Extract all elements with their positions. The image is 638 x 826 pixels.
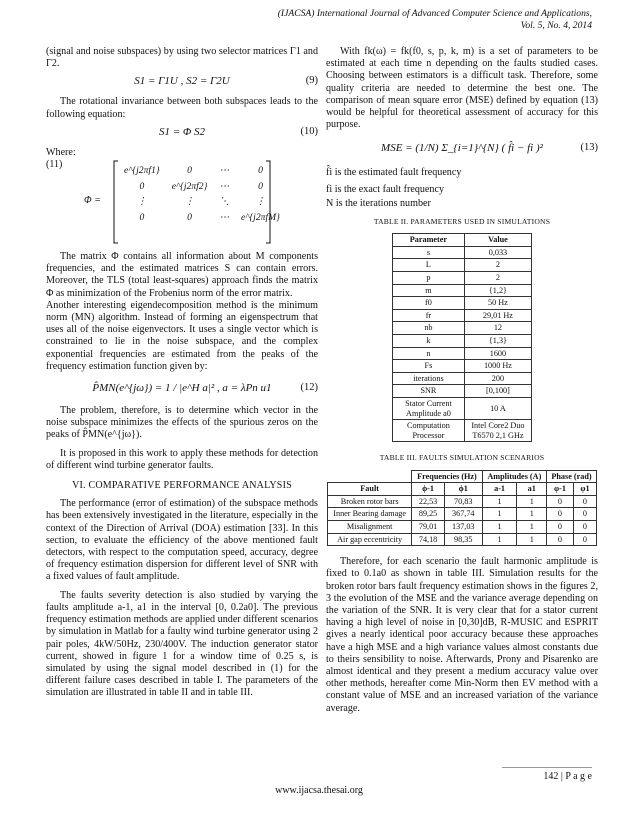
table-header-cell: Parameter <box>393 234 465 247</box>
matrix-cell: e^{j2πf2} <box>171 180 208 192</box>
equation-13 <box>326 131 598 167</box>
equation-body: P̂MN(e^{jω}) = 1 / |e^H a|² , a = λPn u1 <box>92 382 272 395</box>
footer-url: www.ijacsa.thesai.org <box>275 785 363 796</box>
paragraph: Another interesting eigendecomposition method is the minimum norm (MN) algorithm. Instead of forming an eigenspectrum that uses all of the noise eigenvectors. It uses a single vector which is constrained to lie in the noise subspace, and the complex exponential frequencies are estimated from the peaks of the frequency estimation function given by: <box>46 299 318 372</box>
equation-number: (13) <box>580 142 598 154</box>
matrix-cell: e^{j2πfM} <box>241 211 280 223</box>
table-header-cell: a-1 <box>482 483 517 496</box>
table-row <box>393 397 532 419</box>
equation-lhs: Φ = <box>84 195 101 207</box>
matrix-row <box>118 210 286 226</box>
matrix-grid <box>118 163 286 225</box>
table-cell: Misalignment <box>328 520 412 533</box>
right-column <box>326 46 598 715</box>
table-cell: 0 <box>547 508 574 521</box>
table-cell: Computation Processor <box>393 420 465 442</box>
table-cell: L <box>393 259 465 272</box>
matrix-cell: 0 <box>139 211 145 223</box>
table-cell: Intel Core2 Duo T6570 2,1 GHz <box>464 420 531 442</box>
table-cell: p <box>393 272 465 285</box>
paragraph: The matrix Φ contains all information about M components frequencies, and the estimated matrices S can contain errors. Moreover, the TLS (total least-squares) approach finds the matrix Φ as minimization of the Frobenius norm of the error matrix. <box>46 251 318 299</box>
matrix-cell: e^{j2πf1} <box>124 165 160 177</box>
table-cell: Air gap eccentricity <box>328 533 412 546</box>
left-column <box>46 46 318 700</box>
matrix-cell: ⋮ <box>184 196 195 208</box>
paragraph: The faults severity detection is also studied by varying the faults amplitude a-1, a1 in the interval [0, 0.2a0]. The previous frequency estimation methods are applied under different scenarios by simulation in Matlab for a faulty wind turbine generator using 2 pair poles, 4kW/50Hz, 230/400V. The induction generator stator current, showed in figure 1 for a window time of 0.25 s, is simulated by using the signal model described in (1) for the different failure cases described in table I. The parameters of the simulation are illustrated in table II and in table III. <box>46 589 318 699</box>
table-3-caption: TABLE III. FAULTS SIMULATION SCENARIOS <box>379 453 545 463</box>
matrix-cell: ⋯ <box>219 165 230 177</box>
paragraph: The problem, therefore, is to determine which vector in the noise subspace minimizes the effects of the spurious zeros on the peaks of P̂MN(e^{jω}). <box>46 405 318 441</box>
table-cell: 200 <box>464 372 531 385</box>
table-cell: {1,3} <box>464 334 531 347</box>
table-cell: 1 <box>482 520 517 533</box>
equation-number: (12) <box>300 382 318 394</box>
table-cell: 98,35 <box>444 533 482 546</box>
table-cell: 74,18 <box>412 533 445 546</box>
table-row <box>393 309 532 322</box>
table-header-cell: φ-1 <box>547 483 574 496</box>
running-header <box>278 8 592 31</box>
table-header-cell: Fault <box>328 483 412 496</box>
table-header-cell: Amplitudes (A) <box>482 470 546 483</box>
table-header-cell: φ1 <box>573 483 596 496</box>
matrix-row <box>118 163 286 179</box>
table-row <box>393 334 532 347</box>
table-cell: 1 <box>517 520 547 533</box>
section-heading: VI. COMPARATIVE PERFORMANCE ANALYSIS <box>72 480 292 492</box>
table-cell: 89,25 <box>412 508 445 521</box>
matrix-row <box>118 194 286 210</box>
table-row <box>393 297 532 310</box>
table-cell: 1 <box>517 495 547 508</box>
table-cell: 50 Hz <box>464 297 531 310</box>
table-cell: k <box>393 334 465 347</box>
table-cell: 79,01 <box>412 520 445 533</box>
matrix-cell: ⋯ <box>219 211 230 223</box>
matrix-cell: 0 <box>258 165 263 177</box>
table-cell: 70,83 <box>444 495 482 508</box>
table-cell: 137,03 <box>444 520 482 533</box>
table-cell: 0 <box>547 533 574 546</box>
table-cell: 29,01 Hz <box>464 309 531 322</box>
table-row <box>328 508 597 521</box>
table-cell: fr <box>393 309 465 322</box>
paragraph: Therefore, for each scenario the fault harmonic amplitude is fixed to 0.1a0 as shown in table III. Simulation results for the broken rotor bars fault frequency estimation shows in the figures 2, 3 the evolution of the MSE and the variance average depending on the variation of the SNR. It is very clear that for a stator current having a high level of noise in [0,30]dB, R-MUSIC and ESPRIT gives a nearly identical poor accuracy because these approaches have a high MSE and a high variance values almost constants due to theirs sensibility to noise. Afterwards, Prony and Pisarenko are almost identical and they present a medium accuracy value over other methods, hereafter come Min-Norm then EV method with a constant value of MSE and an increased variation of the variance average. <box>326 556 598 714</box>
table-cell: 12 <box>464 322 531 335</box>
table-group-header-row <box>328 470 597 483</box>
paragraph: It is proposed in this work to apply these methods for detection of different wind turbine generator faults. <box>46 447 318 471</box>
table-row <box>328 533 597 546</box>
equation-number: (9) <box>305 75 318 87</box>
page-number: 142 | P a g e <box>543 771 592 782</box>
table-cell: s <box>393 246 465 259</box>
table-cell: 1 <box>482 508 517 521</box>
table-cell: Inner Bearing damage <box>328 508 412 521</box>
table-header-row <box>393 234 532 247</box>
page-number-rule <box>502 767 592 768</box>
table-header-cell: Frequencies (Hz) <box>412 470 482 483</box>
table-cell: iterations <box>393 372 465 385</box>
table-header-cell: Value <box>464 234 531 247</box>
journal-volume: Vol. 5, No. 4, 2014 <box>520 19 592 31</box>
paragraph: The rotational invariance between both subspaces leads to the following equation: <box>46 96 318 120</box>
equation-body: S1 = Γ1U , S2 = Γ2U <box>134 75 230 88</box>
table-cell: 22,53 <box>412 495 445 508</box>
matrix-cell: ⋯ <box>219 180 230 192</box>
table-cell: [0,100] <box>464 385 531 398</box>
table-cell: 367,74 <box>444 508 482 521</box>
table-cell: {1,2} <box>464 284 531 297</box>
matrix-cell: ⋱ <box>219 196 230 208</box>
matrix-cell: 0 <box>139 180 145 192</box>
table-cell: 0 <box>573 533 596 546</box>
table-cell: 2 <box>464 272 531 285</box>
table-cell: 1 <box>517 508 547 521</box>
definition-line: N is the iterations number <box>326 197 431 209</box>
table-cell: 0 <box>547 520 574 533</box>
equation-11 <box>46 159 318 247</box>
table-row <box>393 272 532 285</box>
definition-line: fi is the exact fault frequency <box>326 183 444 195</box>
table-cell: 0 <box>573 508 596 521</box>
table-cell: 1 <box>482 533 517 546</box>
table-cell: Fs <box>393 360 465 373</box>
equation-body: MSE = (1/N) Σ_{i=1}^{N} ( f̂i − fi )² <box>381 142 543 155</box>
table-cell: 1 <box>517 533 547 546</box>
table-row <box>328 495 597 508</box>
table-row <box>393 246 532 259</box>
table-cell: 2 <box>464 259 531 272</box>
table-header-cell: ϕ1 <box>444 483 482 496</box>
table-header-row <box>328 483 597 496</box>
table-cell: Broken rotor bars <box>328 495 412 508</box>
table-header-cell: ϕ-1 <box>412 483 445 496</box>
equation-12 <box>46 373 318 405</box>
table-cell: nb <box>393 322 465 335</box>
table-row <box>393 420 532 442</box>
matrix-cell: ⋮ <box>255 196 266 208</box>
table-2 <box>392 233 532 442</box>
matrix-cell: 0 <box>187 165 192 177</box>
table-row <box>393 360 532 373</box>
table-cell: Stator Current Amplitude a0 <box>393 397 465 419</box>
matrix-cell: 0 <box>187 211 192 223</box>
table-header-cell: Phase (rad) <box>547 470 597 483</box>
paragraph: With fk(ω) = fk(f0, s, p, k, m) is a set of parameters to be estimated at each time n depending on the faults studied cases. Choosing between estimators is a difficult task. Therefore, some quality criteria are needed to determine the best one. The comparison of mean square error (MSE) defined by equation (13) would be helpful for theoretical assessment of accuracy for this purpose. <box>326 46 598 131</box>
table-row <box>393 347 532 360</box>
paragraph: Where: <box>46 146 76 158</box>
journal-title: (IJACSA) International Journal of Advanced Computer Science and Applications, <box>277 8 592 19</box>
table-cell: 0,033 <box>464 246 531 259</box>
matrix-cell: 0 <box>258 180 263 192</box>
table-header-cell: a1 <box>517 483 547 496</box>
table-cell: 10 A <box>464 397 531 419</box>
matrix-row <box>118 179 286 195</box>
table-row <box>328 520 597 533</box>
table-cell: 0 <box>547 495 574 508</box>
table-row <box>393 322 532 335</box>
matrix-cell: ⋮ <box>137 196 147 208</box>
table-cell: n <box>393 347 465 360</box>
equation-number: (10) <box>300 125 318 137</box>
table-2-caption: TABLE II. PARAMETERS USED IN SIMULATIONS <box>373 217 551 227</box>
equation-10 <box>46 121 318 147</box>
table-row <box>393 284 532 297</box>
table-cell: 1 <box>482 495 517 508</box>
equation-9 <box>46 70 318 96</box>
table-3 <box>327 470 597 547</box>
table-cell: 1000 Hz <box>464 360 531 373</box>
table-cell: 0 <box>573 495 596 508</box>
definition-line: f̂i is the estimated fault frequency <box>326 167 462 179</box>
paragraph: (signal and noise subspaces) by using two selector matrices Γ1 and Γ2. <box>46 46 318 70</box>
equation-body: S1 = Φ S2 <box>158 125 206 138</box>
table-corner-cell <box>328 470 412 483</box>
table-row <box>393 372 532 385</box>
table-cell: 0 <box>573 520 596 533</box>
equation-number: (11) <box>46 159 63 171</box>
table-cell: f0 <box>393 297 465 310</box>
table-row <box>393 259 532 272</box>
paragraph: The performance (error of estimation) of the subspace methods has been extensively investigated in the literature, especially in the context of the Direction of Arrival (DOA) estimation [33]. In this section, to evaluate the efficiency of the above mentioned fault detectors, with respect to the computation speed, accuracy, degree of frequency estimation dispersion for different level of SNR with a fixed values of fault amplitude. <box>46 498 318 583</box>
table-cell: m <box>393 284 465 297</box>
table-cell: 1600 <box>464 347 531 360</box>
table-cell: SNR <box>393 385 465 398</box>
table-row <box>393 385 532 398</box>
